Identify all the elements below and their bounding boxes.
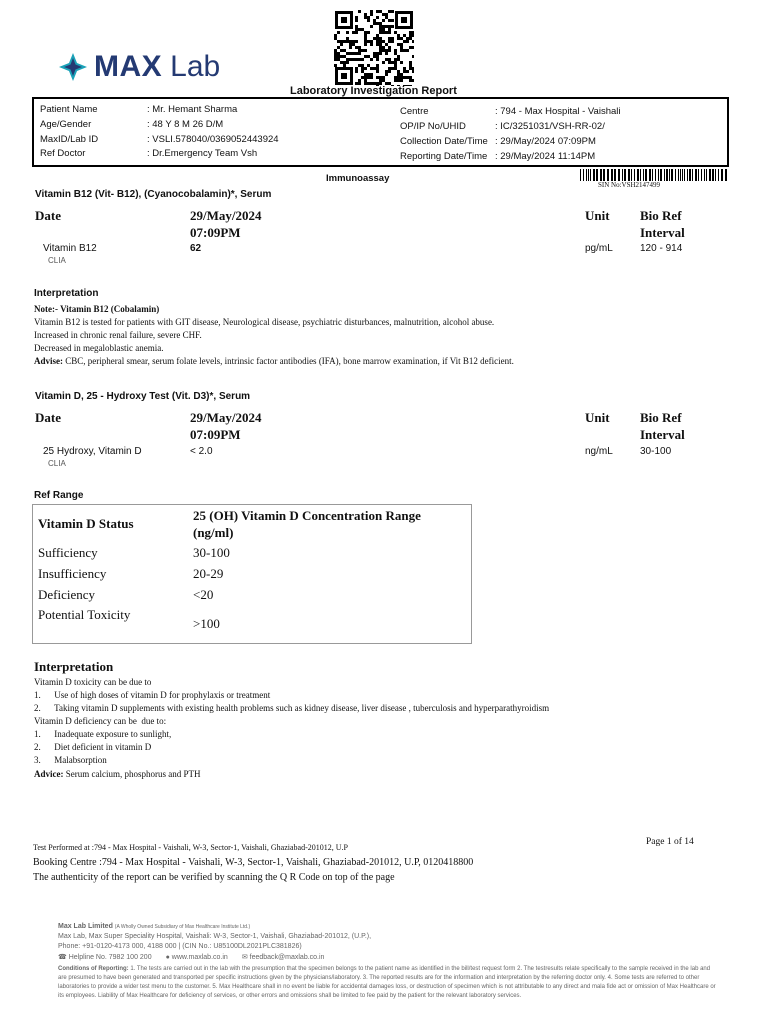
section-heading: Immunoassay xyxy=(326,173,390,184)
date-line1: 29/May/2024 xyxy=(190,410,262,425)
qr-code xyxy=(334,10,414,86)
col-date-header: Date xyxy=(35,208,61,223)
ref-range: <20 xyxy=(193,587,214,602)
interpretation-line: 1. Use of high doses of vitamin D for prophylaxis or treatment xyxy=(34,690,271,700)
contact-line xyxy=(58,953,718,963)
email[interactable] xyxy=(242,953,325,963)
max-lab-logo xyxy=(58,50,220,84)
lab-id-label: MaxID/Lab ID xyxy=(40,134,99,145)
conditions xyxy=(58,965,718,1001)
test-ref-interval: 30-100 xyxy=(640,446,672,457)
ref-col-status: Vitamin D Status xyxy=(38,516,134,531)
sin-number: SIN No:VSH2147499 xyxy=(598,181,661,189)
test-result: < 2.0 xyxy=(190,446,213,457)
ref-status: Sufficiency xyxy=(38,545,98,560)
page-number: Page 1 of 14 xyxy=(646,837,694,847)
email-text: feedback@maxlab.co.in xyxy=(249,954,325,961)
conditions-label: Conditions of Reporting: xyxy=(58,966,129,972)
mail-icon: ✉ xyxy=(241,954,248,961)
date-line2: 07:09PM xyxy=(190,427,241,442)
interpretation-heading: Interpretation xyxy=(34,659,114,674)
ref-range: 30-100 xyxy=(193,545,230,560)
test-name: 25 Hydroxy, Vitamin D xyxy=(43,446,142,457)
age-gender-value: : 48 Y 8 M 26 D/M xyxy=(147,119,224,130)
collection-label: Collection Date/Time xyxy=(400,136,488,147)
col-unit-header: Unit xyxy=(585,208,610,223)
patient-info-box xyxy=(32,97,729,167)
test-method: CLIA xyxy=(48,256,66,265)
advise-label: Advise: xyxy=(34,356,63,366)
interpretation-heading: Interpretation xyxy=(34,288,99,299)
test-method: CLIA xyxy=(48,459,66,468)
test-name: Vitamin B12 xyxy=(43,243,97,254)
patient-name-label: Patient Name xyxy=(40,104,98,115)
date-line2: 07:09PM xyxy=(190,225,241,240)
test-unit: ng/mL xyxy=(585,446,613,457)
company-line xyxy=(58,922,718,932)
interpretation-line: 2. Diet deficient in vitamin D xyxy=(34,742,152,752)
ref-doctor-label: Ref Doctor xyxy=(40,148,86,159)
collection-value: : 29/May/2024 07:09PM xyxy=(495,136,596,147)
ref-doctor-value: : Dr.Emergency Team Vsh xyxy=(147,148,258,159)
authenticity-note: The authenticity of the report can be verified by scanning the Q R Code on top of the page xyxy=(33,872,395,883)
company-name: Max Lab Limited xyxy=(58,923,113,930)
age-gender-label: Age/Gender xyxy=(40,119,92,130)
interpretation-line: 3. Malabsorption xyxy=(34,755,107,765)
col-unit-header: Unit xyxy=(585,410,610,425)
interpretation-line: 1. Inadequate exposure to sunlight, xyxy=(34,729,172,739)
ref-range: >100 xyxy=(193,616,220,631)
advice-label: Advice: xyxy=(34,769,64,779)
uhid-label: OP/IP No/UHID xyxy=(400,121,466,132)
ref-status: Deficiency xyxy=(38,587,96,602)
advise-text: CBC, peripheral smear, serum folate levels, intrinsic factor antibodies (IFA), bone marrow examination, if Vit B12 deficient. xyxy=(63,356,514,366)
interpretation-advice xyxy=(34,768,200,781)
interpretation-line: Vitamin D deficiency can be due to: xyxy=(34,716,167,726)
company-sub: (A Wholly Owned Subsidiary of Max Healthcare Institute Ltd.) xyxy=(114,924,251,930)
globe-icon: ● xyxy=(165,954,170,961)
uhid-value: : IC/3251031/VSH-RR-02/ xyxy=(495,121,605,132)
logo-lab-text: Lab xyxy=(170,50,221,83)
col-ref-header-2: Interval xyxy=(640,225,685,240)
helpline-text: Helpline No. 7982 100 200 xyxy=(68,954,152,961)
ref-range: 20-29 xyxy=(193,566,224,581)
test-title: Vitamin B12 (Vit- B12), (Cyanocobalamin)*, Serum xyxy=(35,189,272,200)
lab-id-value: : VSLI.578040/0369052443924 xyxy=(147,134,279,145)
ref-col-range-unit: (ng/ml) xyxy=(193,525,234,540)
advice-text: Serum calcium, phosphorus and PTH xyxy=(63,769,201,779)
conditions-text: 1. The tests are carried out in the lab with the presumption that the specimen belongs to the patient name as identified in the bill/test request form 2. The testresults relate specifically to the sample received in the lab and are presumed to have been generated and transported per specific instructions given by the physicians/laboratory. 3. The reported results are for the information and interpretation by the referring doctor only. 4. Some tests are referred to other laboratories to provide a wider test menu to the customer. 5. Max Healthcare shall in no event be liable for accidental damages loss, or destruction of specimen which is not attributable to any direct and mala fide act or omission of Max Healthcare or its employees. Liability of Max Healthcare for deficiency of services, or other errors and omissions shall be limited to fee paid by the patient for the relevant laboratory services. xyxy=(58,966,716,999)
col-ref-header: Bio Ref xyxy=(640,208,682,223)
patient-name-value: : Mr. Hemant Sharma xyxy=(147,104,238,115)
interpretation-line: 2. Taking vitamin D supplements with existing health problems such as kidney disease, liver disease , tuberculosis and hyperparathyroidism xyxy=(34,703,550,713)
address-line: Max Lab, Max Super Speciality Hospital, Vaishali: W-3, Sector-1, Vaishali, Ghaziabad-201012, (U.P.), xyxy=(58,933,372,940)
phone-icon: ☎ xyxy=(58,954,67,961)
barcode xyxy=(580,169,730,181)
col-date-header: Date xyxy=(35,410,61,425)
reporting-label: Reporting Date/Time xyxy=(400,151,488,162)
booking-centre: Booking Centre :794 - Max Hospital - Vaishali, W-3, Sector-1, Vaishali, Ghaziabad-201012, U.P, 0120418800 xyxy=(33,857,474,868)
test-ref-interval: 120 - 914 xyxy=(640,243,683,254)
centre-value: : 794 - Max Hospital - Vaishali xyxy=(495,106,621,117)
fine-print xyxy=(58,922,718,1001)
max-star-icon xyxy=(58,52,88,82)
col-ref-header-2: Interval xyxy=(640,427,685,442)
ref-range-heading: Ref Range xyxy=(34,490,84,501)
interpretation-note: Note:- Vitamin B12 (Cobalamin) xyxy=(34,304,160,314)
report-title: Laboratory Investigation Report xyxy=(290,85,457,97)
centre-label: Centre xyxy=(400,106,429,117)
date-line1: 29/May/2024 xyxy=(190,208,262,223)
reporting-value: : 29/May/2024 11:14PM xyxy=(495,151,596,162)
test-title: Vitamin D, 25 - Hydroxy Test (Vit. D3)*, Serum xyxy=(35,391,251,402)
ref-range-table xyxy=(32,504,472,644)
col-ref-header: Bio Ref xyxy=(640,410,682,425)
ref-col-range: 25 (OH) Vitamin D Concentration Range xyxy=(193,508,421,523)
interpretation-advise xyxy=(34,355,514,368)
ref-status: Potential Toxicity xyxy=(38,607,131,622)
ref-status: Insufficiency xyxy=(38,566,107,581)
interpretation-line: Vitamin B12 is tested for patients with GIT disease, Neurological disease, psychiatric disturbances, malnutrition, alcohol abuse. xyxy=(34,317,495,327)
phone-line: Phone: +91-0120-4173 000, 4188 000 | (CIN No.: U85100DL2021PLC381826) xyxy=(58,943,302,950)
website-text: www.maxlab.co.in xyxy=(171,954,228,961)
logo-max-text: MAX xyxy=(94,50,163,83)
website[interactable] xyxy=(166,953,228,963)
test-result: 62 xyxy=(190,243,202,254)
test-performed-at: Test Performed at :794 - Max Hospital - Vaishali, W-3, Sector-1, Vaishali, Ghaziabad-201012, U.P xyxy=(33,843,348,852)
interpretation-line: Decreased in megaloblastic anemia. xyxy=(34,343,164,353)
helpline xyxy=(58,953,152,963)
interpretation-line: Vitamin D toxicity can be due to xyxy=(34,677,152,687)
test-unit: pg/mL xyxy=(585,243,613,254)
interpretation-line: Increased in chronic renal failure, severe CHF. xyxy=(34,330,202,340)
